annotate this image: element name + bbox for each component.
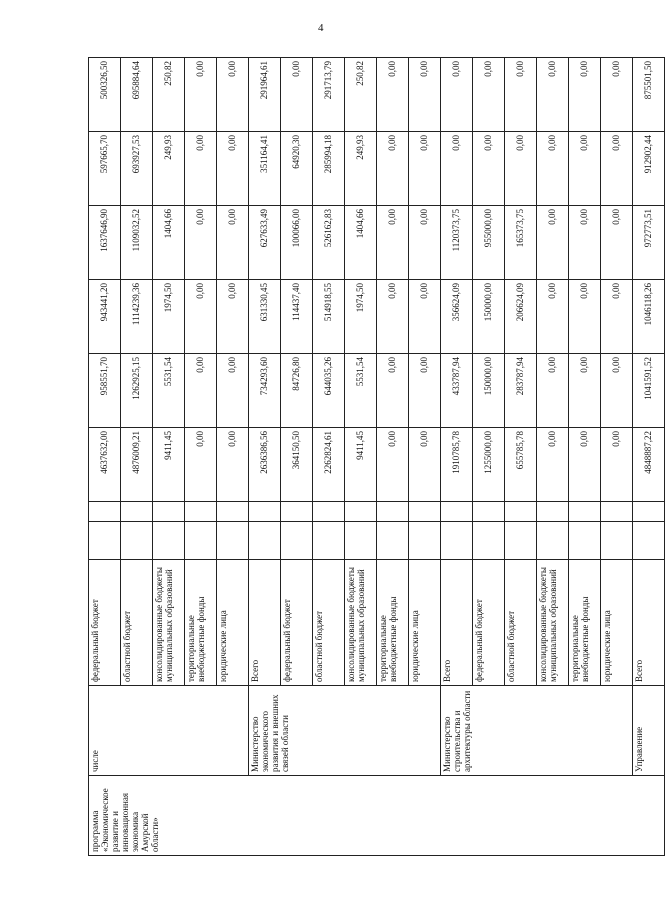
amount-cell: 875501,50 bbox=[633, 58, 665, 132]
amount-cell: 250,82 bbox=[345, 58, 377, 132]
blank-cell bbox=[185, 502, 217, 522]
blank-cell bbox=[249, 522, 281, 560]
amount-cell: 0,00 bbox=[409, 206, 441, 280]
amount-cell: 0,00 bbox=[217, 206, 249, 280]
amount-cell: 0,00 bbox=[537, 428, 569, 502]
amount-cell: 526162,83 bbox=[313, 206, 345, 280]
amount-cell: 0,00 bbox=[569, 58, 601, 132]
blank-cell bbox=[601, 502, 633, 522]
amount-cell: 0,00 bbox=[537, 354, 569, 428]
funding-source: консолидированные бюджеты муниципальных образований bbox=[537, 560, 569, 686]
amount-cell: 0,00 bbox=[537, 58, 569, 132]
amount-cell: 0,00 bbox=[537, 280, 569, 354]
amount-cell: 972773,51 bbox=[633, 206, 665, 280]
amount-cell: 0,00 bbox=[217, 428, 249, 502]
blank-cell bbox=[569, 502, 601, 522]
amount-cell: 1109032,52 bbox=[121, 206, 153, 280]
amount-cell: 0,00 bbox=[377, 428, 409, 502]
amount-cell: 150000,00 bbox=[473, 354, 505, 428]
amount-cell: 0,00 bbox=[601, 206, 633, 280]
amount-cell: 0,00 bbox=[409, 58, 441, 132]
amount-cell: 0,00 bbox=[537, 206, 569, 280]
amount-cell: 0,00 bbox=[505, 132, 537, 206]
amount-cell: 0,00 bbox=[281, 58, 313, 132]
amount-cell: 150000,00 bbox=[473, 280, 505, 354]
amount-cell: 0,00 bbox=[409, 132, 441, 206]
amount-cell: 5531,54 bbox=[345, 354, 377, 428]
amount-cell: 0,00 bbox=[377, 354, 409, 428]
amount-cell: 693927,53 bbox=[121, 132, 153, 206]
funding-source: Всего bbox=[441, 560, 473, 686]
amount-cell: 514918,55 bbox=[313, 280, 345, 354]
amount-cell: 1404,66 bbox=[345, 206, 377, 280]
funding-source: консолидированные бюджеты муниципальных образований bbox=[153, 560, 185, 686]
funding-source: территориальные внебюджетные фонды bbox=[377, 560, 409, 686]
amount-cell: 1637646,90 bbox=[89, 206, 121, 280]
table-row bbox=[249, 58, 281, 856]
blank-cell bbox=[409, 522, 441, 560]
blank-cell bbox=[121, 522, 153, 560]
blank-cell bbox=[569, 522, 601, 560]
funding-source: федеральный бюджет bbox=[89, 560, 121, 686]
funding-source: федеральный бюджет bbox=[281, 560, 313, 686]
blank-cell bbox=[217, 522, 249, 560]
organization-cell: числе bbox=[89, 686, 249, 776]
blank-cell bbox=[377, 502, 409, 522]
amount-cell: 0,00 bbox=[441, 58, 473, 132]
amount-cell: 912902,44 bbox=[633, 132, 665, 206]
blank-cell bbox=[633, 522, 665, 560]
blank-cell bbox=[345, 502, 377, 522]
amount-cell: 291713,79 bbox=[313, 58, 345, 132]
amount-cell: 958551,70 bbox=[89, 354, 121, 428]
blank-cell bbox=[377, 522, 409, 560]
amount-cell: 84726,80 bbox=[281, 354, 313, 428]
amount-cell: 0,00 bbox=[185, 280, 217, 354]
amount-cell: 0,00 bbox=[505, 58, 537, 132]
amount-cell: 1114239,36 bbox=[121, 280, 153, 354]
amount-cell: 0,00 bbox=[569, 280, 601, 354]
table-container bbox=[88, 61, 654, 856]
amount-cell: 0,00 bbox=[185, 58, 217, 132]
amount-cell: 2636386,56 bbox=[249, 428, 281, 502]
amount-cell: 1974,50 bbox=[153, 280, 185, 354]
blank-cell bbox=[473, 522, 505, 560]
organization-cell: Управление bbox=[633, 686, 665, 776]
amount-cell: 0,00 bbox=[217, 280, 249, 354]
amount-cell: 351164,41 bbox=[249, 132, 281, 206]
amount-cell: 0,00 bbox=[473, 132, 505, 206]
amount-cell: 1974,50 bbox=[345, 280, 377, 354]
funding-source: федеральный бюджет bbox=[473, 560, 505, 686]
blank-cell bbox=[473, 502, 505, 522]
blank-cell bbox=[345, 522, 377, 560]
funding-source: областной бюджет bbox=[313, 560, 345, 686]
amount-cell: 291964,61 bbox=[249, 58, 281, 132]
amount-cell: 0,00 bbox=[217, 58, 249, 132]
amount-cell: 0,00 bbox=[601, 132, 633, 206]
amount-cell: 655785,78 bbox=[505, 428, 537, 502]
amount-cell: 0,00 bbox=[441, 132, 473, 206]
amount-cell: 0,00 bbox=[377, 58, 409, 132]
amount-cell: 165373,75 bbox=[505, 206, 537, 280]
amount-cell: 249,93 bbox=[345, 132, 377, 206]
amount-cell: 0,00 bbox=[569, 132, 601, 206]
budget-table bbox=[88, 57, 665, 856]
amount-cell: 100066,00 bbox=[281, 206, 313, 280]
table-row bbox=[89, 58, 121, 856]
amount-cell: 644035,26 bbox=[313, 354, 345, 428]
amount-cell: 695884,64 bbox=[121, 58, 153, 132]
blank-cell bbox=[313, 522, 345, 560]
amount-cell: 0,00 bbox=[185, 132, 217, 206]
amount-cell: 0,00 bbox=[185, 354, 217, 428]
amount-cell: 1046118,26 bbox=[633, 280, 665, 354]
blank-cell bbox=[601, 522, 633, 560]
amount-cell: 2262824,61 bbox=[313, 428, 345, 502]
amount-cell: 0,00 bbox=[217, 132, 249, 206]
amount-cell: 250,82 bbox=[153, 58, 185, 132]
blank-cell bbox=[281, 502, 313, 522]
amount-cell: 0,00 bbox=[377, 206, 409, 280]
amount-cell: 64920,30 bbox=[281, 132, 313, 206]
amount-cell: 0,00 bbox=[569, 428, 601, 502]
table-row bbox=[633, 58, 665, 856]
rotated-page bbox=[88, 61, 654, 856]
amount-cell: 627633,49 bbox=[249, 206, 281, 280]
funding-source: Всего bbox=[633, 560, 665, 686]
amount-cell: 734293,60 bbox=[249, 354, 281, 428]
blank-cell bbox=[185, 522, 217, 560]
amount-cell: 0,00 bbox=[601, 280, 633, 354]
amount-cell: 1041591,52 bbox=[633, 354, 665, 428]
amount-cell: 249,93 bbox=[153, 132, 185, 206]
amount-cell: 0,00 bbox=[601, 58, 633, 132]
blank-cell bbox=[409, 502, 441, 522]
blank-cell bbox=[633, 502, 665, 522]
amount-cell: 0,00 bbox=[185, 206, 217, 280]
amount-cell: 9411,45 bbox=[345, 428, 377, 502]
amount-cell: 631330,45 bbox=[249, 280, 281, 354]
organization-cell: Министерство строительства и архитектуры области bbox=[441, 686, 633, 776]
funding-source: юридические лица bbox=[601, 560, 633, 686]
blank-cell bbox=[121, 502, 153, 522]
amount-cell: 285994,18 bbox=[313, 132, 345, 206]
funding-source: территориальные внебюджетные фонды bbox=[569, 560, 601, 686]
blank-cell bbox=[281, 522, 313, 560]
funding-source: юридические лица bbox=[409, 560, 441, 686]
amount-cell: 4848887,22 bbox=[633, 428, 665, 502]
amount-cell: 0,00 bbox=[217, 354, 249, 428]
amount-cell: 500326,50 bbox=[89, 58, 121, 132]
amount-cell: 9411,45 bbox=[153, 428, 185, 502]
amount-cell: 114437,40 bbox=[281, 280, 313, 354]
blank-cell bbox=[89, 522, 121, 560]
organization-cell: Министерство экономического развития и внешних связей области bbox=[249, 686, 441, 776]
funding-source: юридические лица bbox=[217, 560, 249, 686]
amount-cell: 364150,50 bbox=[281, 428, 313, 502]
amount-cell: 206624,09 bbox=[505, 280, 537, 354]
blank-cell bbox=[249, 502, 281, 522]
page-number: 4 bbox=[318, 22, 324, 34]
amount-cell: 1262925,15 bbox=[121, 354, 153, 428]
amount-cell: 0,00 bbox=[185, 428, 217, 502]
blank-cell bbox=[537, 502, 569, 522]
funding-source: Всего bbox=[249, 560, 281, 686]
funding-source: консолидированные бюджеты муниципальных образований bbox=[345, 560, 377, 686]
blank-cell bbox=[441, 522, 473, 560]
amount-cell: 1910785,78 bbox=[441, 428, 473, 502]
amount-cell: 0,00 bbox=[377, 132, 409, 206]
amount-cell: 943441,20 bbox=[89, 280, 121, 354]
funding-source: областной бюджет bbox=[121, 560, 153, 686]
amount-cell: 1120373,75 bbox=[441, 206, 473, 280]
table-row bbox=[441, 58, 473, 856]
amount-cell: 0,00 bbox=[601, 354, 633, 428]
amount-cell: 356624,09 bbox=[441, 280, 473, 354]
amount-cell: 0,00 bbox=[409, 280, 441, 354]
blank-cell bbox=[153, 502, 185, 522]
amount-cell: 1404,66 bbox=[153, 206, 185, 280]
program-name: программа «Экономическое развитие и инновационная экономика Амурской области» bbox=[89, 776, 665, 856]
amount-cell: 4876009,21 bbox=[121, 428, 153, 502]
amount-cell: 0,00 bbox=[409, 428, 441, 502]
amount-cell: 597665,70 bbox=[89, 132, 121, 206]
amount-cell: 0,00 bbox=[569, 354, 601, 428]
amount-cell: 0,00 bbox=[601, 428, 633, 502]
blank-cell bbox=[537, 522, 569, 560]
amount-cell: 1255000,00 bbox=[473, 428, 505, 502]
amount-cell: 433787,94 bbox=[441, 354, 473, 428]
funding-source: территориальные внебюджетные фонды bbox=[185, 560, 217, 686]
blank-cell bbox=[313, 502, 345, 522]
blank-cell bbox=[153, 522, 185, 560]
blank-cell bbox=[441, 502, 473, 522]
amount-cell: 0,00 bbox=[377, 280, 409, 354]
amount-cell: 0,00 bbox=[409, 354, 441, 428]
blank-cell bbox=[505, 522, 537, 560]
amount-cell: 955000,00 bbox=[473, 206, 505, 280]
blank-cell bbox=[89, 502, 121, 522]
amount-cell: 4637632,00 bbox=[89, 428, 121, 502]
amount-cell: 0,00 bbox=[537, 132, 569, 206]
amount-cell: 283787,94 bbox=[505, 354, 537, 428]
amount-cell: 0,00 bbox=[569, 206, 601, 280]
blank-cell bbox=[217, 502, 249, 522]
funding-source: областной бюджет bbox=[505, 560, 537, 686]
blank-cell bbox=[505, 502, 537, 522]
amount-cell: 5531,54 bbox=[153, 354, 185, 428]
amount-cell: 0,00 bbox=[473, 58, 505, 132]
